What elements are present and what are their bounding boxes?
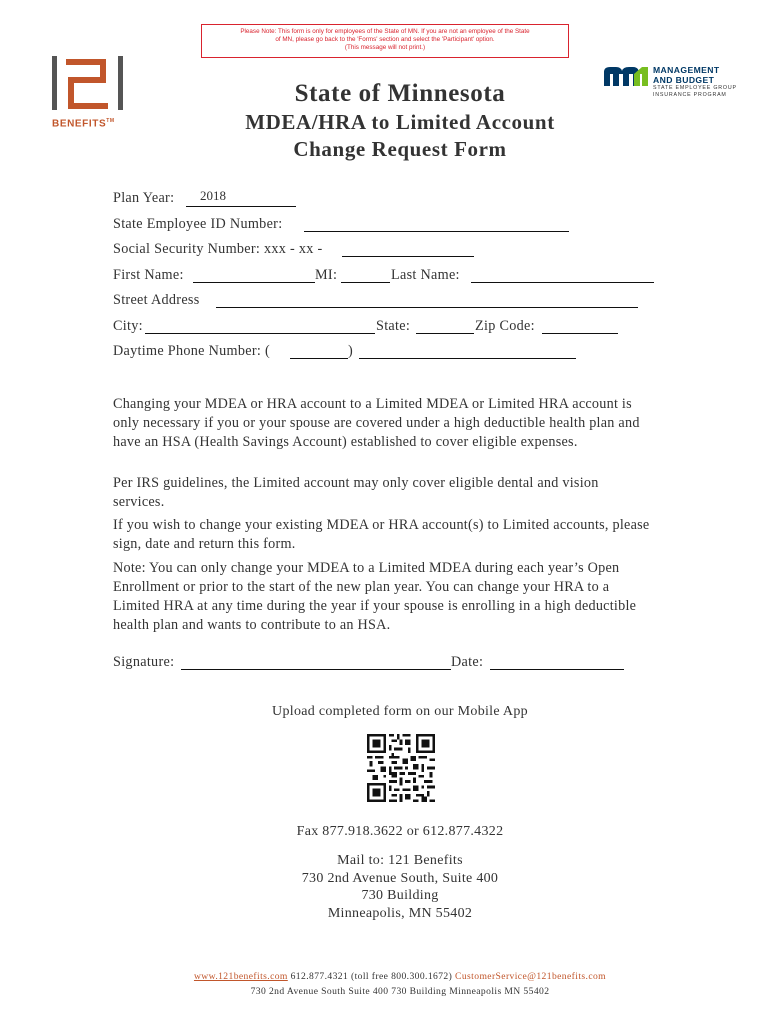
plan-year-field[interactable] <box>186 206 296 207</box>
benefits-text: BENEFITS <box>52 118 107 130</box>
mail-line-4: Minneapolis, MN 55402 <box>327 905 473 921</box>
paragraph-2: Per IRS guidelines, the Limited account may only cover eligible dental and vision services. <box>113 475 599 510</box>
state-field[interactable] <box>416 333 474 334</box>
street-address-label: Street Address <box>113 292 200 308</box>
footer-phone: 612.877.4321 (toll free 800.300.1672) <box>290 971 453 982</box>
print-notice <box>201 24 569 58</box>
ssn-label: Social Security Number: xxx - xx - <box>113 241 323 257</box>
first-name-label: First Name: <box>113 267 184 283</box>
mail-line-3: 730 Building <box>361 888 439 903</box>
mail-line-1: Mail to: 121 Benefits <box>337 853 463 868</box>
ssn-field[interactable] <box>342 256 474 257</box>
mn-logo-line-4: INSURANCE PROGRAM <box>653 92 727 98</box>
notice-line-3: (This message will not print.) <box>344 44 426 52</box>
state-label: State: <box>376 318 411 334</box>
signature-field[interactable] <box>181 669 451 670</box>
mn-logo-line-1: MANAGEMENT <box>653 65 720 75</box>
phone-number-field[interactable] <box>359 358 576 359</box>
city-field[interactable] <box>145 333 375 334</box>
mn-logo-line-3: STATE EMPLOYEE GROUP <box>653 85 737 91</box>
paragraph-1: Changing your MDEA or HRA account to a Limited MDEA or Limited HRA account is only necessary if you or your spouse are covered under a high deductible health plan and have an HSA (Health Savings Account) established to cover eligible expenses. <box>113 396 640 450</box>
plan-year-label: Plan Year: <box>113 190 175 206</box>
mail-address-block <box>0 852 770 922</box>
phone-area-code-field[interactable] <box>290 358 348 359</box>
footer-contact-line <box>0 971 770 982</box>
benefits-wordmark <box>52 118 115 129</box>
paragraph-3: If you wish to change your existing MDEA or HRA account(s) to Limited accounts, please sign, date and return this form. <box>113 517 650 552</box>
title-line-3: Change Request Form <box>293 137 507 161</box>
last-name-label: Last Name: <box>391 267 460 283</box>
notice-line-2: of MN, please go back to the 'Forms' section and select the 'Participant' option. <box>275 36 495 44</box>
street-address-field[interactable] <box>216 307 638 308</box>
title-line-1: State of Minnesota <box>294 80 506 107</box>
mi-label: MI: <box>315 267 338 283</box>
upload-instruction: Upload completed form on our Mobile App <box>272 704 528 719</box>
mail-line-2: 730 2nd Avenue South, Suite 400 <box>301 870 499 886</box>
trademark-mark: TM <box>106 118 115 124</box>
paragraph-4: Note: You can only change your MDEA to a Limited MDEA during each year’s Open Enrollment or prior to the start of the new plan year. You can change your HRA to a Limited HRA at any time during the year if your spouse is enrolling in a high deductible health plan and wants to contribute to an HSA. <box>113 560 637 633</box>
footer-address: 730 2nd Avenue South Suite 400 730 Building Minneapolis MN 55402 <box>250 986 550 997</box>
title-line-2: MDEA/HRA to Limited Account <box>245 110 555 134</box>
date-field[interactable] <box>490 669 624 670</box>
plan-year-value: 2018 <box>200 188 226 203</box>
last-name-field[interactable] <box>471 282 654 283</box>
zip-code-label: Zip Code: <box>475 318 535 334</box>
signature-label: Signature: <box>113 654 175 670</box>
fax-info: Fax 877.918.3622 or 612.877.4322 <box>296 824 504 839</box>
employee-id-label: State Employee ID Number: <box>113 216 283 232</box>
phone-close-paren: ) <box>348 343 354 359</box>
phone-label: Daytime Phone Number: ( <box>113 343 271 359</box>
footer-email-link[interactable]: CustomerService@121benefits.com <box>455 971 607 982</box>
mi-field[interactable] <box>341 282 390 283</box>
employee-id-field[interactable] <box>304 231 569 232</box>
qr-code-icon <box>367 733 435 803</box>
mn-management-budget-logo <box>653 66 737 99</box>
mn-logo-line-2: AND BUDGET <box>653 74 715 85</box>
date-label: Date: <box>451 654 484 670</box>
zip-code-field[interactable] <box>542 333 618 334</box>
first-name-field[interactable] <box>193 282 315 283</box>
notice-line-1: Please Note: This form is only for employees of the State of MN. If you are not an employee of the State <box>240 28 530 35</box>
city-label: City: <box>113 318 143 334</box>
footer-website-link[interactable]: www.121benefits.com <box>193 971 288 982</box>
